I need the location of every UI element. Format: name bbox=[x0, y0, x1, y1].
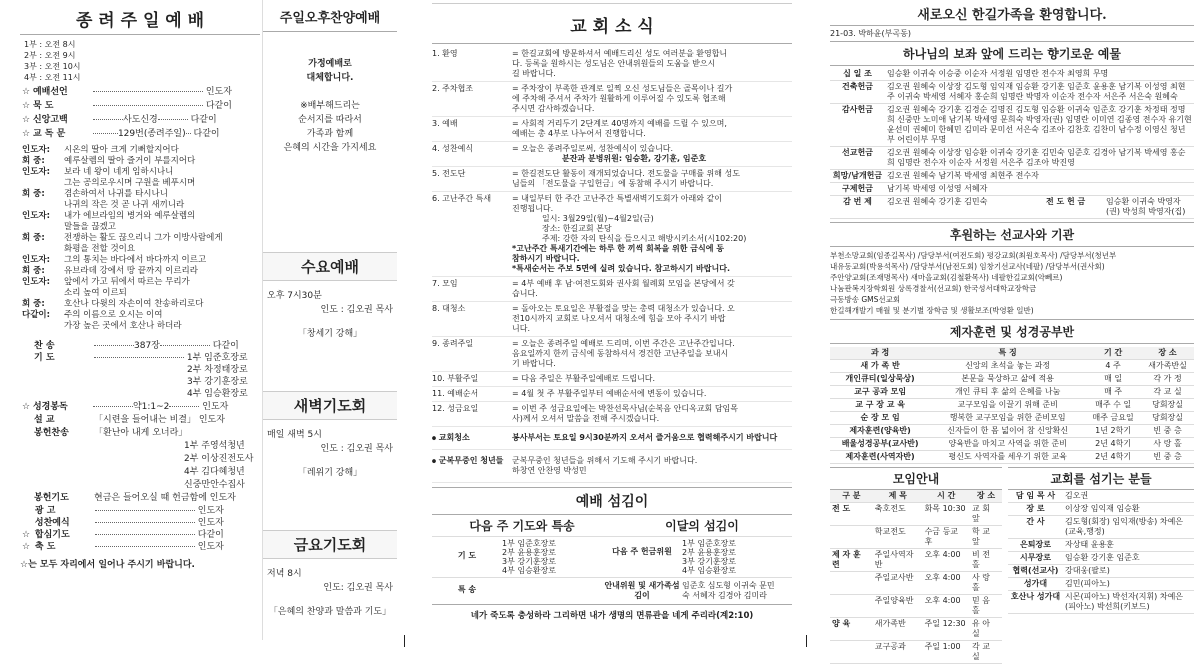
scripture-who: 인도자 bbox=[202, 402, 229, 412]
new-member: 21-03. 박하윤(부곡동) bbox=[830, 29, 911, 38]
server-row: 시무장로 임승환 강기훈 임준호 bbox=[1008, 552, 1194, 565]
group-row: 양 육 새가족반 주일 12:30 유 아 실 bbox=[830, 618, 1002, 641]
training-row: 제자훈련(양육반) 신자들이 한 몸 넓이어 참 신앙확신 1년 2학기 빈 중 층 bbox=[830, 425, 1194, 438]
ending-who: 다같이 bbox=[197, 530, 224, 540]
hymn-value: 387장 bbox=[134, 341, 160, 351]
reading-line: 회 중: 예루살렘의 딸아 즐거이 부를지어다 bbox=[22, 156, 196, 166]
missions-title: 후원하는 선교사와 기관 bbox=[830, 222, 1194, 247]
news-item: 3. 예배 = 사회적 거리두기 2단계로 40명까지 예배를 드릴 수 있으며, 예배는 총 4부로 나누어서 진행합니다. bbox=[432, 117, 792, 142]
offering-row: 선교헌금 김오권 원혜숙 이상장 임승환 이귀숙 강기훈 김민숙 임준호 김경아 남기복 박세영 홍순희 임명란 전수자 이순자 서정원 서은주 김조아 박진영 bbox=[830, 147, 1194, 170]
order-mid: 사도신경 bbox=[122, 115, 158, 125]
page-fold-mark bbox=[404, 635, 405, 647]
services-column bbox=[262, 0, 397, 640]
stand-mark: ☆ bbox=[22, 129, 31, 139]
service-time: 4부 : 오전 11시 bbox=[24, 73, 81, 82]
responsive-reading bbox=[20, 141, 260, 332]
wednesday-time: 오후 7시30분 bbox=[267, 291, 322, 301]
afternoon-line: 은혜의 시간을 가지세요 bbox=[283, 143, 377, 153]
news-item: 10. 부활주일 = 다음 주일은 부활주일예배로 드립니다. bbox=[432, 372, 792, 387]
ending-who: 인도자 bbox=[197, 542, 224, 552]
prayer-label: 기 도 bbox=[457, 551, 477, 560]
group-row: 주일교사반 오후 4:00 사 랑 홀 bbox=[830, 572, 1002, 595]
scripture-value: 약1:1~2 bbox=[132, 402, 170, 412]
anthem-value: 「환난아 내게 오너라」 bbox=[94, 428, 188, 438]
anthem-row: 2부 이상진전도사 bbox=[184, 454, 254, 464]
order-who: 다같이 bbox=[190, 115, 217, 125]
offering-row: 구제헌금 남기복 박세영 이성영 서혜자 bbox=[830, 183, 1194, 196]
server-row: 협력(선교사) 강대웅(팔로) bbox=[1008, 565, 1194, 578]
offering-row: 건축헌금 김오권 원혜숙 이상장 김도형 임익재 임승환 강기훈 임준호 윤용훈 남기복 이성영 최현주 이귀숙 박세영 서혜자 홍순희 임명란 박명자 이순자 전수자 서은주 서은숙 원혜숙 bbox=[830, 81, 1194, 104]
worship-column bbox=[20, 0, 260, 640]
prayer-row: 2부 윤용훈장로 bbox=[502, 548, 557, 557]
prayer-row: 4부 임승환장로 bbox=[187, 389, 248, 399]
offering-row: 감사헌금 김오권 원혜숙 강기훈 김경순 김명진 김도형 임승환 이귀숙 임준호 강기훈 차정태 정명희 신중만 노미애 남기복 박세영 문희숙 박영자(권) 임명란 이미연 김종영 전수자 유기현 윤선미 권혜미 한혜민 김미라 문미선 서은숙 김조아 김찬호 김찬미 남수정 이영신 청년부 어린이부 무명 bbox=[830, 104, 1194, 147]
news-list bbox=[432, 44, 792, 483]
dawn-title: 새벽기도회 bbox=[263, 391, 397, 420]
page-fold-mark bbox=[806, 635, 807, 647]
ending-who: 인도자 bbox=[197, 518, 224, 528]
group-row: 제 자 훈 련 주일사역자반 오후 4:00 비 전 홀 bbox=[830, 549, 1002, 572]
prayer-row: 4부 임승환장로 bbox=[502, 566, 557, 575]
order-who: 인도자 bbox=[205, 87, 232, 97]
servers-title: 교회를 섬기는 분들 bbox=[1008, 467, 1194, 490]
afternoon-line: 가정예배로 bbox=[308, 59, 352, 69]
usher-names: 임준호 심도형 이귀숙 문민숙 서혜자 김경아 김미라 bbox=[682, 581, 775, 600]
afternoon-line: 순서지를 따라서 bbox=[298, 115, 362, 125]
mission-line: 내유동교회(박용석목사) /담당부서(남전도회) 임창기선교사(네팔) /담당부서(권사회) bbox=[830, 262, 1105, 271]
offering-table bbox=[830, 68, 1194, 219]
afternoon-line: ※배부해드리는 bbox=[300, 101, 360, 111]
news-title: 교 회 소 식 bbox=[432, 3, 792, 44]
reading-line: 회 중: 겸손하여서 나귀를 타시나니 bbox=[22, 189, 168, 199]
friday-topic: 「은혜의 찬양과 말씀과 기도」 bbox=[268, 607, 392, 617]
afternoon-title: 주일오후찬양예배 bbox=[263, 0, 397, 32]
sermon-who: 인도자 bbox=[198, 415, 225, 425]
training-header: 과 정 특 징 기 간 장 소 bbox=[830, 347, 1194, 360]
dawn-leader: 인도 : 김오권 목사 bbox=[320, 444, 393, 454]
training-row: 개인큐티(일상묵상) 본문을 묵상하고 삶에 적용 매 일 각 가 정 bbox=[830, 373, 1194, 386]
friday-body bbox=[263, 559, 397, 627]
news-item: ⦁ 군복무중인 청년들 군복무중인 청년들을 위해서 기도해 주시기 바랍니다. 하창연 안찬영 박성민 bbox=[432, 450, 792, 483]
news-item: 4. 성찬예식 = 오늘은 종려주일로써, 성찬예식이 있습니다. 분잔과 분병위원: 임승환, 강기훈, 임준호 bbox=[432, 142, 792, 167]
afternoon-line: 대체합니다. bbox=[306, 73, 354, 83]
server-row: 호산나 성가대 시몬(피아노) 박선자(지휘) 차예은(피아노) 박선희(키보드) bbox=[1008, 591, 1194, 614]
training-row: 배울성경공부(교사반) 양육반을 마치고 사역을 위한 준비 2년 4학기 사 랑 홀 bbox=[830, 438, 1194, 451]
order-item: 예배선언 bbox=[32, 87, 68, 97]
groups-table bbox=[830, 490, 1002, 664]
stand-mark: ☆ bbox=[22, 87, 31, 97]
info-column bbox=[830, 0, 1194, 661]
offering-who: 인도자 bbox=[209, 493, 236, 503]
reading-line: 회 중: 전쟁하는 활도 끊으리니 그가 이방사람에게 bbox=[22, 233, 223, 243]
offering-row: 4부 임승환장로 bbox=[682, 566, 737, 575]
offering-title: 하나님의 보좌 앞에 드리는 향기로운 예물 bbox=[830, 41, 1194, 66]
ending-label: 합심기도 bbox=[34, 530, 70, 540]
training-table bbox=[830, 347, 1194, 464]
service-subtitles bbox=[432, 515, 792, 536]
afternoon-body bbox=[263, 32, 397, 252]
reading-line: 인도자: 내가 에브라임의 병거와 예루살렘의 bbox=[22, 211, 196, 221]
mission-line: 주안양교회(조재명목사) 새마을교회(김철환목사) 네팔한길교회(악뻬르) bbox=[830, 273, 1063, 282]
reading-line: 그는 공의로우시며 구원을 베푸시며 bbox=[64, 178, 196, 188]
ending-label: 축 도 bbox=[34, 542, 56, 552]
servers-table bbox=[1008, 490, 1194, 614]
training-row: 교 구 장 교 육 교구모임을 이끌기 위해 준비 매주 수 일 당회장실 bbox=[830, 399, 1194, 412]
news-item: 2. 주차협조 = 주차장이 부족한 관계로 일찍 오신 성도님들은 골목이나 길가 에 주차해 주셔서 주차가 원활하게 이루어질 수 있도록 협조해 주시면 감사하겠습니다. bbox=[432, 82, 792, 117]
reading-line: 말들을 끊겠고 bbox=[64, 222, 116, 232]
bottom-area bbox=[830, 467, 1194, 664]
order-mid: 129번(종려주일) bbox=[117, 129, 186, 139]
news-item: ⦁ 교회청소 봉사부서는 토요일 9시30분까지 오셔서 즐거움으로 협력해주시기 바랍니다 bbox=[432, 427, 792, 450]
prayer-label: 기 도 bbox=[34, 353, 55, 363]
usher-label: 안내위원 및 새가족섬김이 bbox=[604, 581, 680, 600]
training-row: 새 가 족 반 신앙의 초석을 놓는 과정 4 주 새가족반실 bbox=[830, 360, 1194, 373]
training-row: 제자훈련(사역자반) 평신도 사역자를 세우기 위한 교육 2년 4학기 빈 중 층 bbox=[830, 451, 1194, 464]
news-column bbox=[432, 0, 792, 640]
wednesday-leader: 인도 : 김오권 목사 bbox=[320, 305, 393, 315]
group-row: 전 도 축호전도 화목 10:30 교 회 앞 bbox=[830, 503, 1002, 526]
mission-line: 부천소망교회(임종길목사) /담당부서(여전도회) 평강교회(최원호목사) /담당부서(청년부 bbox=[830, 251, 1117, 260]
news-item: 7. 모임 = 4부 예배 후 남·여전도회와 권사회 월례회 모임을 본당에서 갖 습니다. bbox=[432, 277, 792, 302]
worship-order-2: 찬 송 387장 다같이 기 도 1부 임준호장로 2부 차정태장로 3부 강기훈장로 4부 임승환장로 ☆ 성경봉독 약1:1~2 인도자 설 교 「시련을 들어내는 비결」 인도자 봉헌찬송 「환난아 내게 오너라」 1부 주영석청년 2부 이상진전도사 4부 김다혜청년 신중만안수집사 봉헌기도 현금은 들어오실 때 헌금함에 인도자 광 고 인도자 성찬예식 인도자 ☆ 합심기도 다같이 ☆ 축 도 인도자 bbox=[20, 332, 260, 553]
reading-line: 인도자: 그의 통치는 바다에서 바다까지 이르고 bbox=[22, 255, 207, 265]
server-row: 장 로 이상장 임익재 임승환 bbox=[1008, 503, 1194, 516]
friday-title: 금요기도회 bbox=[263, 530, 397, 559]
stand-mark: ☆ bbox=[22, 115, 31, 125]
prayer-row: 1부 임준호장로 bbox=[502, 539, 557, 548]
servers-panel bbox=[1008, 467, 1194, 664]
mission-line: 나눔판복지장학회원 상록경찰서(선교회) 한국성서대학교장학금 bbox=[830, 284, 1037, 293]
anthem-row: 신중만안수집사 bbox=[184, 480, 245, 490]
group-row: 교구공과 주일 1:00 각 교 실 bbox=[830, 641, 1002, 664]
offering-row: 3부 강기훈장로 bbox=[682, 557, 737, 566]
offering-row: 감 번 제 김오권 원혜숙 강기훈 김민숙 전 도 헌 금 임승환 이귀숙 박영자(권) 박성희 박영자(집) bbox=[830, 196, 1194, 219]
ending-who: 인도자 bbox=[197, 506, 224, 516]
service-times bbox=[20, 35, 260, 85]
news-item: 11. 예배순서 = 4월 첫 주 부활주일부터 예배순서에 변동이 있습니다. bbox=[432, 387, 792, 402]
ending-label: 광 고 bbox=[34, 506, 56, 516]
reading-line: 가장 높은 곳에서 호산나 하더라 bbox=[64, 321, 182, 331]
training-title: 제자훈련 및 성경공부반 bbox=[830, 319, 1194, 344]
offering-row: 1부 임준호장로 bbox=[682, 539, 737, 548]
news-item: 6. 고난주간 특새 = 내일부터 한 주간 고난주간 특별새벽기도회가 아래와 같이 진행됩니다. 일시: 3월29일(월)~4월2일(금) 장소: 한길교회 본당 주제: 강한 자의 탄식을 들으시고 해방시키소서(시102:20) *고난주간 특새기간에는 하루 한 끼씩 회복을 위한 금식에 동 참하시기 바랍니다. *특새순서는 주보 5면에 실려 있습니다. 참고하시기 바랍니다. bbox=[432, 192, 792, 277]
reading-line: 회 중: 호산나 다윗의 자손이여 찬송하리로다 bbox=[22, 299, 204, 309]
group-row: 학교전도 수금 등교 후 학 교 앞 bbox=[830, 526, 1002, 549]
order-item: 묵 도 bbox=[32, 101, 54, 111]
offering-row: 십 일 조 임승환 이귀숙 이승중 이순자 서정원 임명란 전수자 최영희 무명 bbox=[830, 68, 1194, 81]
news-item: 9. 종려주일 = 오늘은 종려주일 예배로 드리며, 이번 주간은 고난주간입니다. 음요일까지 한끼 금식에 동참하셔서 경건한 고난주일을 보내시 기 바랍니다. bbox=[432, 337, 792, 372]
news-item: 1. 환영 = 한길교회에 방문하셔서 예배드리신 성도 여러분을 환영합니 다. 등록을 원하시는 성도님은 안내위원들의 도움을 받으시 길 바랍니다. bbox=[432, 47, 792, 82]
wednesday-body bbox=[263, 281, 397, 391]
order-item: 교 독 문 bbox=[32, 129, 66, 139]
next-week-title: 다음 주 기도와 특송 bbox=[469, 519, 575, 533]
server-row: 성가대 김민(피아노) bbox=[1008, 578, 1194, 591]
worship-footnote: ☆는 모두 자리에서 일어나 주시기 바랍니다. bbox=[20, 560, 195, 570]
service-prayer-block bbox=[432, 536, 792, 577]
reading-line: 인도자: 앞에서 가고 뒤에서 따르는 무리가 bbox=[22, 277, 190, 287]
wednesday-topic: 「창세기 강해」 bbox=[297, 329, 363, 339]
prayer-row: 1부 임준호장로 bbox=[186, 353, 248, 363]
order-item: 신앙고백 bbox=[32, 115, 68, 125]
sermon-value: 「시련을 들어내는 비결」 bbox=[94, 415, 196, 425]
offering-row: 2부 윤용훈장로 bbox=[682, 548, 737, 557]
training-row: 교구 공과 모임 개인 큐티 후 삶의 은혜를 나눔 매 주 각 교 실 bbox=[830, 386, 1194, 399]
reading-line: 인도자: 시온의 딸아 크게 기뻐할지어다 bbox=[22, 145, 179, 155]
groups-title: 모임안내 bbox=[830, 467, 1002, 490]
month-title: 이달의 섬김이 bbox=[665, 519, 739, 533]
server-row: 간 사 김도형(회장) 임익재(방송) 차예은(교육,행정) bbox=[1008, 516, 1194, 539]
stand-mark: ☆ bbox=[22, 402, 31, 412]
dawn-body bbox=[263, 420, 397, 530]
bible-verse: 네가 죽도록 충성하라 그리하면 내가 생명의 면류관을 네게 주리라(계2:10) bbox=[432, 604, 792, 625]
dawn-topic: 「레위기 강해」 bbox=[297, 468, 363, 478]
order-who: 다같이 bbox=[205, 101, 232, 111]
reading-line: 화평을 전할 것이요 bbox=[64, 244, 136, 254]
hymn-who: 다같이 bbox=[212, 341, 239, 351]
offering-committee-label: 다음 주 헌금위원 bbox=[612, 547, 672, 556]
mission-line: 한길해개발기 매월 및 분기별 장학금 및 생활보조(박영환 일반) bbox=[830, 306, 1034, 315]
hymn-label: 찬 송 bbox=[34, 341, 55, 351]
server-row: 담 임 목 사 김오권 bbox=[1008, 490, 1194, 503]
offering-value: 현금은 들어오실 때 헌금함에 bbox=[94, 493, 207, 503]
groups-header: 구 분 제 목 시 간 장 소 bbox=[830, 490, 1002, 503]
prayer-row: 2부 차정태장로 bbox=[187, 365, 248, 375]
mission-line: 극동방송 GMS선교회 bbox=[830, 295, 901, 304]
reading-line: 회 중: 유브라데 강에서 땅 끝까지 이르리라 bbox=[22, 266, 198, 276]
group-row: 주일양육반 오후 4:00 믿 음 홀 bbox=[830, 595, 1002, 618]
reading-line: 나귀의 작은 것 곧 나귀 새끼니라 bbox=[64, 200, 185, 210]
prayer-row: 3부 강기훈장로 bbox=[187, 377, 248, 387]
missions-list bbox=[830, 250, 1194, 316]
offering-label: 봉헌기도 bbox=[34, 493, 69, 503]
anthem-row: 4부 김다혜청년 bbox=[184, 467, 245, 477]
friday-leader: 인도: 김오권 목사 bbox=[323, 583, 393, 593]
scripture-label: 성경봉독 bbox=[32, 402, 68, 412]
offering-row: 희망/남개헌금 김오권 원혜숙 남기복 박세영 최현주 전수자 bbox=[830, 170, 1194, 183]
reading-line: 인도자: 보라 네 왕이 네게 임하시나니 bbox=[22, 167, 174, 177]
sermon-label: 설 교 bbox=[34, 415, 55, 425]
ending-label: 성찬예식 bbox=[34, 518, 70, 528]
worship-order bbox=[20, 85, 260, 141]
reading-line: 소리 높여 이르되 bbox=[64, 288, 127, 298]
friday-time: 저녁 8시 bbox=[267, 569, 302, 579]
server-row: 은퇴장로 자상태 윤용훈 bbox=[1008, 539, 1194, 552]
news-item: 12. 성금요일 = 이번 주 성금요일에는 박찬선목사님(순복음 안디옥교회 담임목 사)께서 오셔서 말씀을 전해 주시겠습니다. bbox=[432, 402, 792, 427]
service-time: 2부 : 오전 9시 bbox=[24, 51, 76, 60]
prayer-row: 3부 강기훈장로 bbox=[502, 557, 557, 566]
news-item: 8. 대청소 = 돌아오는 토요일은 부활절을 맞는 총력 대청소가 있습니다. 오 전10시까지 교회로 나오셔서 대청소에 힘을 모아 주시기 바랍 니다. bbox=[432, 302, 792, 337]
stand-mark: ☆ bbox=[22, 101, 31, 111]
news-item: 5. 전도단 = 한길전도단 활동이 재개되었습니다. 전도물을 구매를 위해 성도 님들의 「전도물을 구입헌금」에 동참해 주시기 바랍니다. bbox=[432, 167, 792, 192]
dawn-time: 매일 새벽 5시 bbox=[267, 430, 322, 440]
anthem-label: 봉헌찬송 bbox=[34, 428, 69, 438]
order-who: 다같이 bbox=[193, 129, 220, 139]
afternoon-line: 가족과 함께 bbox=[306, 129, 354, 139]
training-row: 순 장 모 임 행복한 교구모임을 위한 준비모임 매주 금요일 당회장실 bbox=[830, 412, 1194, 425]
special-song-label: 특 송 bbox=[457, 585, 477, 594]
groups-panel bbox=[830, 467, 1002, 664]
service-time: 3부 : 오전 10시 bbox=[24, 62, 81, 71]
anthem-row: 1부 주영석청년 bbox=[184, 441, 245, 451]
service-title: 예배 섬김이 bbox=[432, 487, 792, 515]
service-usher-block bbox=[432, 577, 792, 604]
welcome-title: 새로오신 한길가족을 환영합니다. bbox=[830, 0, 1194, 26]
worship-title: 종 려 주 일 예 배 bbox=[20, 0, 260, 35]
wednesday-title: 수요예배 bbox=[263, 252, 397, 281]
service-time: 1부 : 오전 8시 bbox=[24, 40, 76, 49]
reading-line: 다같이: 주의 이름으로 오시는 이여 bbox=[22, 310, 163, 320]
